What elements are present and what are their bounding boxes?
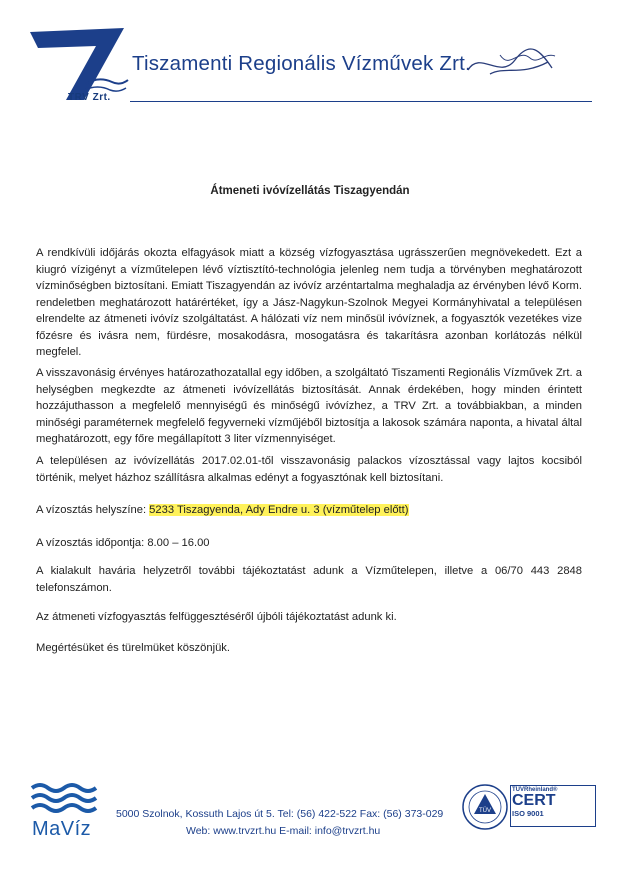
tuv-seal-icon (460, 782, 510, 832)
trv-seven-logo-icon (26, 14, 136, 124)
tuv-cert-badge (512, 787, 594, 818)
cert-iso: ISO 9001 (512, 809, 544, 818)
paragraph-time: A vízosztás időpontja: 8.00 – 16.00 (36, 537, 210, 549)
svg-text:TÜV: TÜV (479, 808, 491, 814)
logo-subtitle: TRV Zrt. (68, 92, 111, 103)
company-name: Tiszamenti Regionális Vízművek Zrt. (132, 52, 471, 75)
paragraph-1: A rendkívüli időjárás okozta elfagyások miatt a község vízfogyasztása ugrásszerűen megnövekedett. Ezt a kiugró vízigényt a vízműtelepen lévő víztisztító-technológia jelenleg nem tudja a törvényben meghatározott vízminőségben biztosítani. Emiatt Tiszagyendán az ivóvíz arzéntartalma meghaladja az érvényben lévő Korm. rendeletben meghatározott határértéket, így a Jász-Nagykun-Szolnok Megyei Kormányhivatal a településen elrendelte az átmeneti ivóvíz szolgáltatást. A hálózati víz nem minősül ivóvíznek, a fogyasztók vezetékes vize főzésre és ivásra nem, fürdésre, mosakodásra, mosogatásra és takarításra azonban korlátozás nélkül megfelel. (36, 247, 582, 358)
footer-contact: Web: www.trvzrt.hu E-mail: info@trvzrt.hu (186, 825, 381, 837)
paragraph-3: A településen az ivóvízellátás 2017.02.01-től visszavonásig palackos vízosztással vagy lajtos kocsiból történik, melyet házhoz szállításra alkalmas edényt a fogyasztónak kell biztosítani. (36, 455, 582, 484)
header-divider (130, 101, 592, 102)
maviz-brand: MaVíz (32, 818, 92, 840)
paragraph-6: A kialakult havária helyzetről további tájékoztatást adunk a Vízműtelepen, illetve a 06/70 443 2848 telefonszámon. (36, 565, 582, 594)
paragraph-7: Az átmeneti vízfogyasztás felfüggesztéséről újbóli tájékoztatást adunk ki. (36, 611, 397, 623)
cert-label: CERT (512, 792, 556, 809)
paragraph-2: A visszavonásig érvényes határozathozatallal egy időben, a szolgáltató Tiszamenti Regionális Vízművek Zrt. a helységben megkezdte az átmeneti ivóvízellátás biztosítását. Annak érdekében, hogy minden érintett hozzájuthasson a megfelelő mennyiségű és minőségű ivóvízhez, a TRV Zrt. a továbbiakban, a minden minőségi paraméternek megfelelő fegyverneki vízműjéből biztosítja a lakosok számára naponta, a hivatal által meghatározott, egy főre megállapított 3 liter vízmennyiséget. (36, 367, 582, 445)
footer-address: 5000 Szolnok, Kossuth Lajos út 5. Tel: (56) 422-522 Fax: (56) 373-029 (116, 808, 444, 820)
document-title: Átmeneti ivóvízellátás Tiszagyendán (210, 185, 410, 197)
signature-icon (460, 40, 560, 90)
paragraph-location (36, 502, 582, 519)
location-label: A vízosztás helyszíne: (36, 504, 150, 516)
cert-brand: TÜVRheinland® (512, 787, 558, 793)
location-highlight: 5233 Tiszagyenda, Ady Endre u. 3 (vízműtelep előtt) (149, 504, 409, 516)
paragraph-8: Megértésüket és türelmüket köszönjük. (36, 642, 231, 654)
